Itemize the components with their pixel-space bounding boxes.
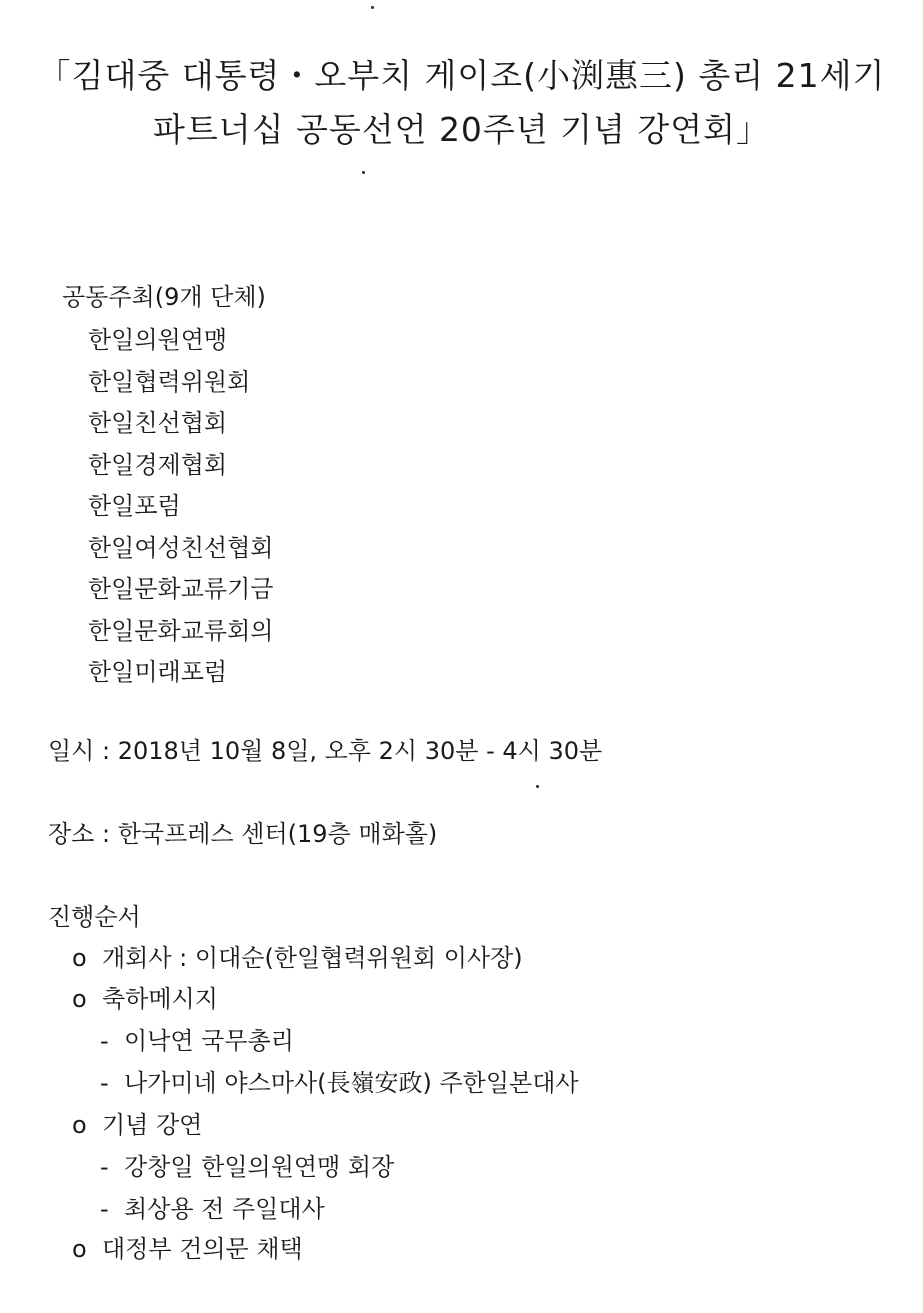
program-label: 진행순서 bbox=[48, 903, 141, 931]
congrats-label: 축하메시지 bbox=[102, 985, 218, 1013]
bullet-icon: o bbox=[72, 1235, 87, 1263]
program-item-opening bbox=[72, 941, 523, 975]
lecture-speaker-2: 최상용 전 주일대사 bbox=[124, 1195, 325, 1223]
document-title-line-2: 파트너십 공동선언 20주년 기념 강연회」 bbox=[152, 110, 771, 149]
document-title-line-1: 「김대중 대통령・오부치 게이조(小渕惠三) 총리 21세기 bbox=[37, 56, 886, 95]
organization-item: 한일포럼 bbox=[88, 492, 181, 520]
event-venue: 장소 : 한국프레스 센터(19층 매화홀) bbox=[48, 820, 438, 848]
organization-item: 한일문화교류회의 bbox=[88, 616, 274, 645]
bullet-icon: o bbox=[72, 985, 87, 1013]
program-item-adoption bbox=[72, 1232, 303, 1266]
bullet-icon: o bbox=[72, 944, 87, 972]
adoption-text: 대정부 건의문 채택 bbox=[102, 1235, 303, 1263]
bullet-icon: o bbox=[72, 1111, 87, 1139]
cohost-organization-list bbox=[88, 320, 273, 694]
dash-icon: - bbox=[100, 1027, 109, 1055]
organization-item: 한일경제협회 bbox=[88, 450, 228, 479]
scan-speck bbox=[371, 6, 374, 9]
organization-item: 한일미래포럼 bbox=[88, 658, 228, 686]
program-subitem bbox=[100, 1066, 579, 1100]
cohost-label: 공동주최(9개 단체) bbox=[62, 283, 266, 311]
dash-icon: - bbox=[100, 1153, 109, 1181]
lecture-speaker-1: 강창일 한일의원연맹 회장 bbox=[124, 1153, 395, 1181]
scan-speck bbox=[362, 171, 365, 174]
program-subitem bbox=[100, 1192, 325, 1226]
lecture-label: 기념 강연 bbox=[102, 1111, 203, 1139]
organization-item: 한일친선협회 bbox=[88, 409, 228, 437]
program-item-lecture bbox=[72, 1108, 202, 1142]
program-subitem bbox=[100, 1024, 294, 1058]
congrats-speaker-1: 이낙연 국무총리 bbox=[124, 1027, 294, 1055]
program-item-congrats bbox=[72, 982, 218, 1016]
program-subitem bbox=[100, 1150, 394, 1184]
dash-icon: - bbox=[100, 1069, 109, 1097]
event-datetime: 일시 : 2018년 10월 8일, 오후 2시 30분 - 4시 30분 bbox=[48, 737, 603, 765]
organization-item: 한일의원연맹 bbox=[88, 326, 228, 354]
organization-item: 한일협력위원회 bbox=[88, 367, 251, 396]
scan-speck bbox=[536, 785, 539, 788]
opening-text: 개회사 : 이대순(한일협력위원회 이사장) bbox=[102, 944, 523, 972]
organization-item: 한일문화교류기금 bbox=[88, 575, 274, 603]
congrats-speaker-2: 나가미네 야스마사(長嶺安政) 주한일본대사 bbox=[124, 1069, 579, 1097]
dash-icon: - bbox=[100, 1195, 109, 1223]
organization-item: 한일여성친선협회 bbox=[88, 533, 274, 562]
